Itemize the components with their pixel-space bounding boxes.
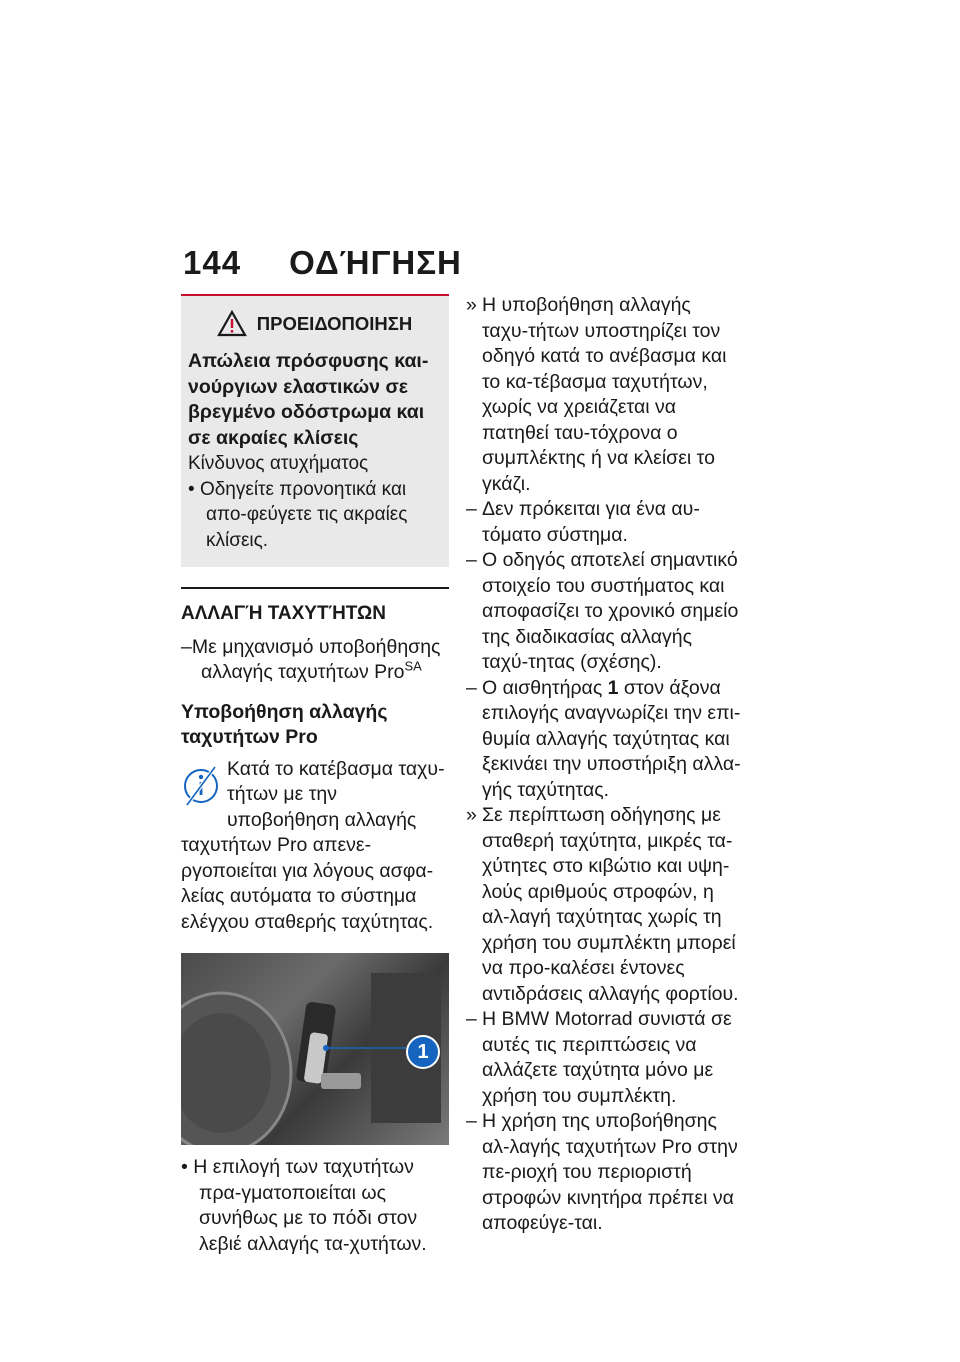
warning-label-text: ΠΡΟΕΙΔΟΠΟΙΗΣΗ: [256, 312, 413, 334]
list-item-text: Ο οδηγός αποτελεί σημαντικό στοιχείο του συστήματος και αποφασίζει το χρονικό σημείο της διαδικασίας αλλαγής ταχύ-τητας (σχέσης).: [482, 549, 739, 673]
subsection-title: Υποβοήθηση αλλαγής ταχυτήτων Pro: [181, 700, 388, 748]
info-text: Κατά το κατέβασμα ταχυ-τήτων με την υποβοήθηση αλλαγής ταχυτήτων Pro απενε-ργοποιείται για λόγους ασφα-λείας αυτόματα το σύστημα ελέγχου σταθερής ταχύτητας.: [181, 757, 445, 933]
list-item: [466, 803, 741, 1007]
list-item-text: Δεν πρόκειται για ένα αυ-τόματο σύστημα.: [482, 498, 700, 546]
list-item: [466, 676, 741, 804]
callout-number-1: 1: [406, 1035, 440, 1069]
list-item-text: Η BMW Motorrad συνιστά σε αυτές τις περιπτώσεις να αλλάζετε ταχύτητα μόνο με χρήση του συμπλέκτη.: [482, 1008, 732, 1107]
list-mark: »: [466, 294, 477, 316]
list-item: [466, 1109, 741, 1237]
motorcycle-photo: [181, 953, 449, 1145]
list-item: [466, 548, 741, 676]
sensor-ref-number: 1: [607, 676, 619, 699]
warning-bullet: [188, 477, 441, 554]
list-mark: –: [466, 1110, 477, 1132]
page-number: 144: [183, 244, 242, 281]
right-column: [466, 293, 741, 1237]
dash-mark: –: [181, 635, 192, 658]
list-mark: –: [466, 676, 477, 699]
list-mark: –: [466, 498, 477, 520]
chapter-title: ΟΔΉΓΗΣΗ: [289, 244, 462, 281]
warning-bullet-text: Οδηγείτε προνοητικά και απο-φεύγετε τις ακραίες κλίσεις.: [199, 478, 408, 551]
sa-superscript: SA: [404, 658, 422, 674]
warning-box: [181, 294, 449, 567]
list-item-text: Σε περίπτωση οδήγησης με σταθερή ταχύτητα, μικρές τα-χύτητες στο κιβώτιο και υψη-λούς αριθμούς στροφών, η αλ-λαγή ταχύτητας χωρίς τη χρήση του συμπλέκτη μπορεί να προ-καλέσει έντονες αντιδράσεις αλλαγής φορτίου.: [482, 804, 739, 1005]
list-item: [466, 293, 741, 497]
section-intro-text: Με μηχανισμό υποβοήθησης αλλαγής ταχυτήτων Pro: [191, 635, 441, 683]
info-note: [181, 757, 449, 936]
warning-triangle-icon: [217, 310, 247, 337]
list-item-text: Ο αισθητήρας: [482, 676, 608, 699]
warning-heading: Απώλεια πρόσφυσης και-νούργιων ελαστικών σε βρεγμένο οδόστρωμα και σε ακραίες κλίσεις: [188, 350, 429, 449]
list-item-text: Η υποβοήθηση αλλαγής ταχυ-τήτων υποστηρίζει τον οδηγό κατά το ανέβασμα και το κα-τέβασμα ταχυτήτων, χωρίς να χρειάζεται να πατηθεί ταυ-τόχρονα ο συμπλέκτης ή να κλείσει το γκάζι.: [482, 294, 727, 495]
section-divider: [181, 587, 449, 1257]
gear-bullet: [181, 1155, 449, 1257]
warning-label: [188, 310, 441, 337]
page-header: [183, 244, 462, 282]
warning-danger: Κίνδυνος ατυχήματος: [188, 453, 369, 474]
section-intro: [181, 635, 449, 686]
list-mark: –: [466, 1008, 477, 1030]
left-column: [181, 294, 449, 1257]
list-mark: –: [466, 549, 477, 571]
list-item: [466, 1007, 741, 1109]
list-item-text: Η χρήση της υποβοήθησης αλ-λαγής ταχυτήτων Pro στην πε-ριοχή του περιοριστή στροφών κινητήρα πρέπει να αποφεύγε-ται.: [482, 1110, 738, 1234]
gear-bullet-text: Η επιλογή των ταχυτήτων πρα-γματοποιείται ως συνήθως με το πόδι στον λεβιέ αλλαγής τα-χυτήτων.: [193, 1156, 427, 1255]
list-item-text: στον άξονα επιλογής αναγνωρίζει την επι-θυμία αλλαγής ταχύτητας και ξεκινάει την υποστήριξη αλλα-γής ταχύτητας.: [482, 676, 741, 801]
list-item: [466, 497, 741, 548]
bullet-mark: •: [181, 1156, 188, 1178]
section-title: ΑΛΛΑΓΉ ΤΑΧΥΤΉΤΩΝ: [181, 603, 386, 624]
bullet-mark: •: [188, 478, 195, 500]
list-mark: »: [466, 804, 477, 826]
info-icon: [181, 761, 221, 811]
